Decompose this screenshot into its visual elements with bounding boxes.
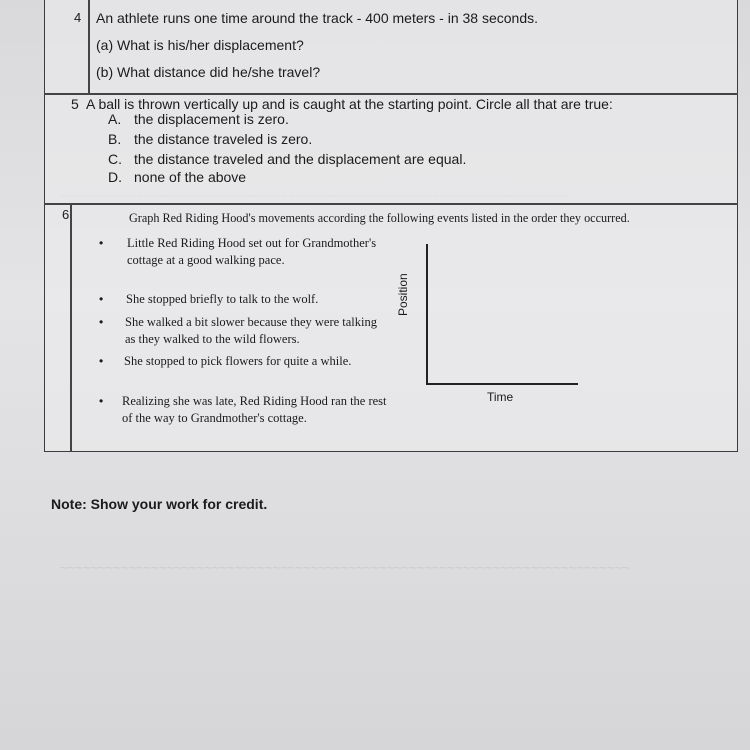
bullet-icon: • (99, 236, 104, 250)
bullet-icon: • (99, 394, 104, 408)
event-5: Realizing she was late, Red Riding Hood ran the rest of the way to Grandmother's cottage. (122, 394, 387, 425)
question-5-option-d-letter: D. (108, 169, 122, 185)
question-5-option-b-text: the distance traveled is zero. (134, 131, 313, 147)
question-5-option-a-letter: A. (108, 111, 122, 127)
question-5-number: 5 (71, 96, 79, 112)
question-6-number: 6 (62, 207, 70, 222)
question-5-stem: A ball is thrown vertically up and is caught at the starting point. Circle all that are true: (86, 96, 613, 112)
number-column-divider (70, 203, 72, 452)
question-5-option-c-text: the distance traveled and the displacement are equal. (134, 151, 467, 167)
event-2: She stopped briefly to talk to the wolf. (126, 292, 319, 306)
bleed-through-text: ~~~~~~~~~~~~~~~~~~~~~~~~~~~~~~~~~~~~~~~~~~~~~~~~~~~~~~~~~~~~~~~~~~~~~~~~~~~ (60, 560, 630, 575)
row-divider (44, 93, 738, 95)
event-1: Little Red Riding Hood set out for Grandmother's cottage at a good walking pace. (127, 236, 377, 267)
bullet-icon: • (99, 292, 104, 306)
question-5-option-a-text: the displacement is zero. (134, 111, 289, 127)
graph-x-axis-label: Time (487, 390, 514, 404)
event-3: She walked a bit slower because they were talking as they walked to the wild flowers. (125, 315, 377, 346)
bullet-icon: • (99, 315, 104, 329)
work-note: Note: Show your work for credit. (51, 496, 268, 512)
graph-y-axis-label: Position (396, 273, 410, 316)
question-4-part-b: (b) What distance did he/she travel? (96, 64, 321, 80)
bullet-icon: • (99, 354, 104, 368)
row-divider (44, 203, 738, 205)
question-4-stem: An athlete runs one time around the track - 400 meters - in 38 seconds. (96, 10, 539, 26)
graph-x-axis (426, 383, 578, 385)
graph-y-axis (426, 244, 428, 384)
question-4-part-a: (a) What is his/her displacement? (96, 37, 304, 53)
question-5-option-b-letter: B. (108, 131, 122, 147)
question-5-option-c-letter: C. (108, 151, 122, 167)
number-column-divider (88, 0, 90, 93)
question-5-option-d-text: none of the above (134, 169, 247, 185)
question-4-number: 4 (74, 10, 82, 25)
event-4: She stopped to pick flowers for quite a while. (124, 354, 352, 368)
question-6-stem: Graph Red Riding Hood's movements according the following events listed in the order they occurred. (129, 211, 630, 225)
